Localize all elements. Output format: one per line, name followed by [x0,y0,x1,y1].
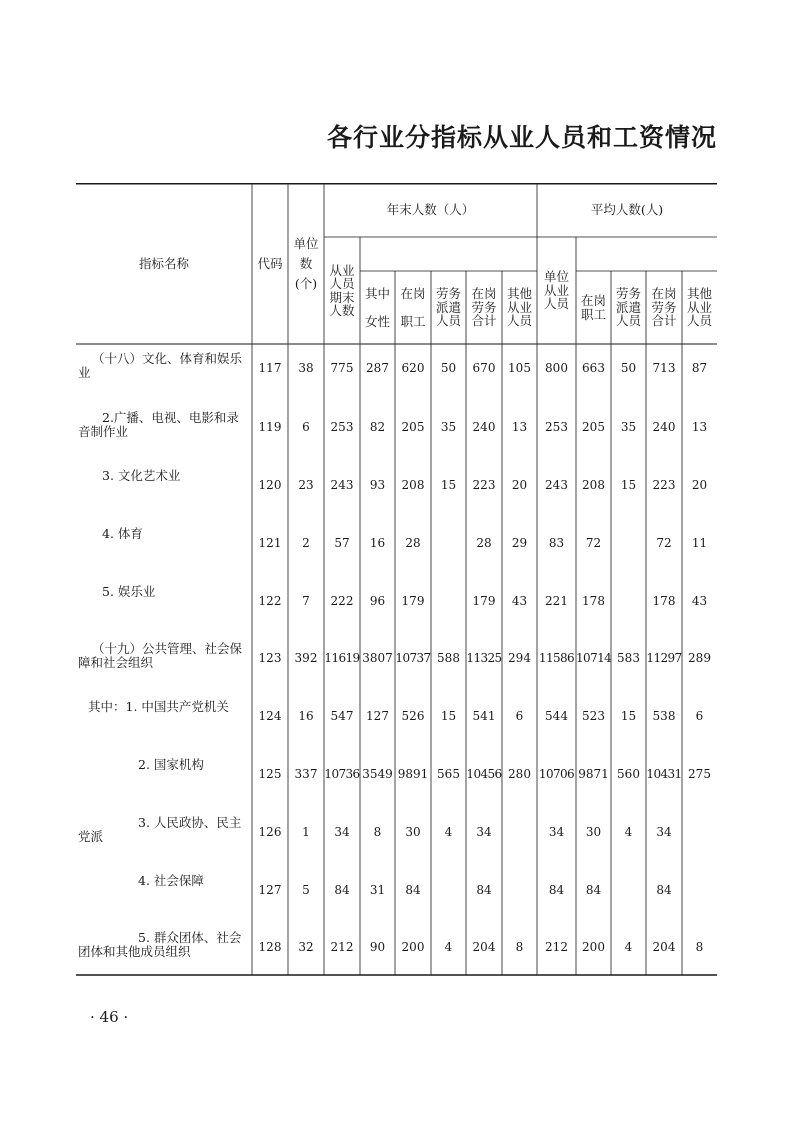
page-number: · 46 · [90,1008,129,1026]
cell-ye-onpost-dispatch: 11325 [466,651,502,665]
cell-ye-total: 212 [330,940,354,954]
cell-ye-onpost: 526 [401,709,425,723]
cell-ye-female: 3807 [362,651,393,665]
cell-ye-onpost-dispatch: 34 [476,825,492,839]
cell-avg-onpost: 30 [585,825,602,839]
row-name-line1: 3. 文化艺术业 [102,468,181,483]
cell-avg-other: 289 [688,651,711,665]
cell-avg-other: 13 [691,420,708,434]
row-name-line1: 3. 人民政协、民主 [138,815,242,830]
cell-code: 128 [258,940,282,954]
cell-units: 7 [302,594,310,608]
cell-units: 16 [298,709,314,723]
cell-avg-dispatch: 583 [617,651,640,665]
cell-code: 119 [258,420,282,434]
cell-avg-total: 212 [545,940,568,954]
cell-avg-dispatch: 15 [620,478,637,492]
cell-avg-onpost-dispatch: 538 [652,709,676,723]
cell-avg-onpost: 200 [582,940,605,954]
cell-avg-onpost: 205 [582,420,605,434]
cell-ye-onpost-dispatch: 84 [476,883,492,897]
header-avg-onpost: 在岗 职工 [580,293,606,322]
cell-code: 123 [258,651,282,665]
cell-avg-onpost: 178 [582,594,605,608]
page-title: 各行业分指标从业人员和工资情况 [326,123,717,152]
cell-units: 6 [302,420,310,434]
cell-avg-other: 87 [691,361,708,375]
header-ye-other: 其他 从业 人员 [506,286,532,329]
cell-avg-onpost: 72 [585,536,602,550]
cell-ye-onpost: 10737 [395,651,431,665]
row-name-line1: 4. 体育 [102,526,143,541]
cell-ye-onpost: 620 [401,361,425,375]
cell-avg-onpost-dispatch: 240 [652,420,676,434]
cell-units: 1 [302,825,310,839]
row-name-line1: 2. 国家机构 [138,757,204,772]
header-ye-female: 其中 女性 [364,285,390,329]
cell-avg-onpost: 84 [585,883,602,897]
cell-ye-other: 294 [508,651,531,665]
cell-ye-onpost-dispatch: 240 [472,420,496,434]
cell-ye-dispatch: 565 [437,767,460,781]
cell-ye-onpost-dispatch: 28 [476,536,492,550]
row-name-line2: 团体和其他成员组织 [78,944,191,959]
cell-code: 122 [258,594,282,608]
cell-ye-total: 775 [330,361,354,375]
cell-ye-female: 96 [369,594,386,608]
cell-ye-other: 6 [515,709,524,723]
cell-avg-other: 20 [691,478,708,492]
row-name-line2: 音制作业 [78,424,129,439]
cell-ye-female: 31 [369,883,386,897]
cell-code: 117 [258,361,282,375]
header-ye-onpost-dispatch: 在岗 劳务 合计 [471,286,497,329]
cell-ye-other: 8 [515,940,524,954]
cell-ye-onpost: 208 [401,478,425,492]
cell-ye-total: 222 [330,594,354,608]
cell-avg-total: 11586 [538,651,575,665]
row-name-line2: 业 [78,365,91,380]
cell-units: 5 [302,883,310,897]
cell-avg-other: 8 [695,940,704,954]
cell-avg-other: 11 [691,536,708,550]
cell-code: 121 [258,536,282,550]
header-ye-dispatch: 劳务 派遣 人员 [435,286,461,329]
cell-avg-dispatch: 35 [620,420,637,434]
cell-avg-onpost: 10714 [576,651,612,665]
cell-ye-onpost-dispatch: 541 [472,709,496,723]
cell-avg-onpost: 208 [582,478,605,492]
cell-ye-dispatch: 35 [440,420,457,434]
cell-ye-total: 34 [334,825,350,839]
row-name-line1: 5. 娱乐业 [102,584,156,599]
cell-avg-onpost: 663 [582,361,605,375]
cell-ye-onpost: 179 [401,594,425,608]
cell-ye-total: 253 [330,420,354,434]
header-indicator-name: 指标名称 [138,255,189,271]
cell-ye-female: 16 [369,536,386,550]
cell-units: 32 [298,940,314,954]
cell-avg-onpost-dispatch: 34 [656,825,672,839]
cell-avg-total: 84 [548,883,565,897]
cell-ye-female: 8 [373,825,382,839]
cell-ye-female: 3549 [362,767,393,781]
cell-ye-onpost: 30 [405,825,421,839]
cell-code: 124 [258,709,282,723]
cell-ye-total: 11619 [324,651,360,665]
cell-avg-total: 253 [545,420,568,434]
row-name-line1: （十八）文化、体育和娱乐 [92,351,243,366]
cell-ye-onpost-dispatch: 223 [472,478,496,492]
cell-ye-onpost: 200 [401,940,425,954]
cell-ye-total: 57 [334,536,350,550]
cell-avg-onpost-dispatch: 713 [652,361,676,375]
cell-avg-onpost-dispatch: 11297 [646,651,682,665]
cell-avg-onpost: 9871 [578,767,609,781]
cell-ye-other: 43 [511,594,528,608]
cell-ye-female: 90 [369,940,386,954]
header-avg-other: 其他 从业 人员 [686,286,712,329]
cell-ye-onpost-dispatch: 204 [472,940,496,954]
cell-ye-other: 20 [511,478,528,492]
row-name-line1: 5. 群众团体、社会 [138,930,242,945]
header-avg-onpost-dispatch: 在岗 劳务 合计 [651,286,677,329]
cell-units: 337 [294,767,318,781]
cell-units: 38 [298,361,314,375]
cell-ye-total: 547 [330,709,354,723]
row-name-line1: （十九）公共管理、社会保 [92,641,243,656]
header-average-group: 平均人数(人) [590,202,664,218]
cell-ye-female: 82 [369,420,386,434]
cell-ye-dispatch: 4 [444,940,453,954]
cell-ye-onpost: 9891 [397,767,429,781]
header-ye-onpost: 在岗 职工 [400,285,426,329]
cell-avg-other: 275 [688,767,711,781]
header-ye-total: 从业 人员 期末 人数 [329,262,355,318]
cell-ye-onpost: 28 [405,536,421,550]
cell-ye-dispatch: 15 [440,478,457,492]
cell-ye-other: 105 [508,361,531,375]
cell-ye-onpost: 205 [401,420,425,434]
cell-ye-onpost-dispatch: 10456 [466,767,502,781]
row-name-line2: 障和社会组织 [78,655,154,670]
cell-avg-total: 10706 [538,767,575,781]
cell-avg-other: 43 [691,594,708,608]
cell-ye-female: 287 [366,361,389,375]
row-name-line1: 4. 社会保障 [138,873,204,888]
cell-avg-dispatch: 560 [617,767,640,781]
cell-code: 125 [258,767,282,781]
header-code: 代码 [257,255,283,271]
cell-units: 2 [302,536,310,550]
cell-ye-female: 93 [369,478,386,492]
cell-avg-onpost-dispatch: 178 [652,594,676,608]
cell-avg-onpost: 523 [582,709,605,723]
cell-avg-onpost-dispatch: 204 [652,940,676,954]
cell-ye-onpost-dispatch: 670 [472,361,496,375]
cell-avg-onpost-dispatch: 10431 [646,767,682,781]
cell-avg-onpost-dispatch: 223 [652,478,676,492]
cell-ye-total: 243 [330,478,354,492]
data-table [76,183,717,976]
cell-ye-other: 29 [511,536,528,550]
cell-ye-female: 127 [366,709,389,723]
cell-ye-dispatch: 50 [440,361,457,375]
cell-ye-dispatch: 15 [440,709,457,723]
cell-avg-onpost-dispatch: 84 [656,883,672,897]
cell-avg-dispatch: 50 [620,361,637,375]
cell-ye-total: 84 [334,883,350,897]
cell-avg-total: 34 [548,825,565,839]
header-avg-dispatch: 劳务 派遣 人员 [615,286,641,329]
cell-avg-total: 221 [545,594,568,608]
cell-units: 23 [298,478,314,492]
cell-ye-other: 13 [511,420,528,434]
cell-ye-other: 280 [508,767,531,781]
header-year-end-group: 年末人数（人） [386,202,475,218]
cell-ye-dispatch: 588 [437,651,460,665]
cell-avg-total: 800 [545,361,568,375]
cell-avg-other: 6 [695,709,704,723]
cell-ye-dispatch: 4 [444,825,453,839]
cell-ye-onpost: 84 [405,883,421,897]
cell-ye-total: 10736 [324,767,360,781]
cell-avg-total: 544 [545,709,568,723]
cell-avg-dispatch: 4 [624,940,633,954]
row-name-line1: 其中：1. 中国共产党机关 [88,699,229,714]
cell-avg-dispatch: 15 [620,709,637,723]
header-avg-total: 单位 从业 人员 [543,269,569,312]
cell-avg-dispatch: 4 [624,825,633,839]
cell-code: 120 [258,478,282,492]
cell-ye-onpost-dispatch: 179 [472,594,496,608]
cell-code: 127 [258,883,282,897]
cell-avg-total: 83 [548,536,565,550]
cell-units: 392 [294,651,318,665]
cell-avg-total: 243 [545,478,568,492]
cell-code: 126 [258,825,282,839]
cell-avg-onpost-dispatch: 72 [656,536,672,550]
row-name-line1: 2.广播、电视、电影和录 [102,410,239,425]
row-name-line2: 党派 [78,829,104,844]
header-units: 单位 数 (个) [293,235,319,291]
